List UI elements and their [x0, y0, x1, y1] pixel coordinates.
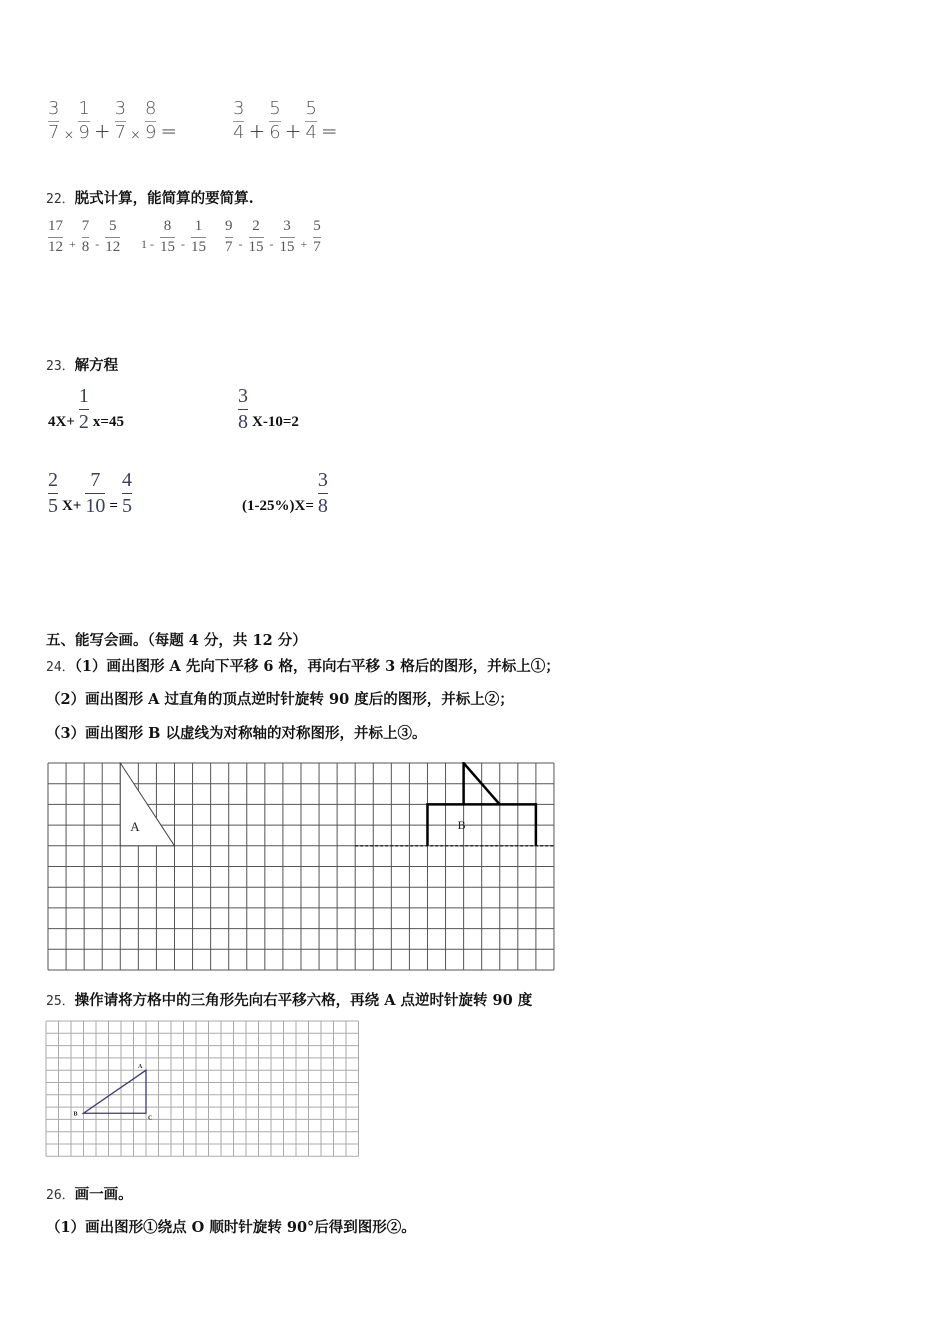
- fraction-bar: [249, 237, 264, 238]
- numerator: 2: [252, 218, 260, 234]
- q26-part-1: （1）画出图形①绕点 O 顺时针旋转 90°后得到图形②。: [46, 1219, 416, 1236]
- section-5-title: 五、能写会画。（每题 4 分，共 12 分）: [46, 632, 307, 649]
- numerator: 8: [144, 98, 157, 119]
- fraction: [238, 386, 248, 433]
- numerator: 17: [48, 218, 63, 234]
- operator: 1 -: [141, 236, 154, 251]
- q24-part-3: （3）画出图形 B 以虚线为对称轴的对称图形，并标上③。: [46, 725, 427, 742]
- denominator: 15: [279, 238, 295, 255]
- numerator: 1: [78, 385, 89, 407]
- denominator: 9: [144, 121, 157, 143]
- q24-part-1: [46, 655, 560, 676]
- denominator: 12: [48, 238, 63, 255]
- denominator: 9: [78, 121, 90, 143]
- q22-expression-1: [44, 219, 124, 256]
- q21-expression-2: [231, 100, 340, 143]
- numerator: 1: [194, 218, 203, 234]
- numerator: 3: [317, 469, 328, 491]
- fraction: [233, 100, 244, 143]
- q25-number: 25．: [46, 994, 75, 1009]
- denominator: 7: [225, 238, 233, 255]
- numerator: 5: [269, 98, 281, 119]
- denominator: 15: [160, 238, 175, 255]
- operator: =: [320, 118, 338, 143]
- numerator: 3: [48, 98, 60, 119]
- numerator: 8: [163, 218, 172, 234]
- q24-grid: [47, 762, 555, 972]
- numerator: 9: [225, 218, 233, 234]
- q23-heading: [46, 354, 118, 375]
- operator: (1-25%)X=: [242, 498, 314, 514]
- operator: 4X+: [48, 414, 75, 430]
- fraction-bar: [160, 237, 175, 238]
- operator: -: [95, 236, 100, 251]
- fraction: [48, 100, 59, 143]
- q25-text-body: 操作请将方格中的三角形先向右平移六格，再绕 A 点逆时针旋转 90 度: [74, 992, 533, 1009]
- fraction: [115, 100, 126, 143]
- fraction-bar: [280, 237, 295, 238]
- q26-title: 画一画。: [74, 1186, 133, 1203]
- equation-1: [46, 386, 126, 433]
- fraction-bar: [48, 493, 58, 494]
- equation-4: [240, 470, 330, 517]
- q22-expression-3: [221, 219, 325, 256]
- fraction-bar: [318, 493, 328, 494]
- numerator: 5: [109, 218, 117, 234]
- denominator: 4: [305, 121, 317, 143]
- denominator: 4: [233, 121, 245, 143]
- numerator: 3: [238, 385, 248, 407]
- operator: ×: [130, 127, 141, 143]
- fraction: [48, 219, 63, 256]
- numerator: 4: [121, 469, 132, 491]
- operator: -: [181, 236, 185, 251]
- q22-title: 脱式计算，能简算的要简算.: [74, 190, 254, 207]
- fraction-bar: [191, 237, 206, 238]
- label-a: A: [130, 819, 140, 835]
- vertex-label-b: B: [73, 1111, 78, 1118]
- q24-part-1-text: （1）画出图形 A 先向下平移 6 格，再向右平移 3 格后的图形，并标上①；: [74, 658, 560, 675]
- denominator: 8: [317, 495, 328, 517]
- numerator: 3: [114, 98, 127, 119]
- q25-text: [46, 989, 532, 1010]
- fraction: [305, 100, 316, 143]
- fraction-bar: [313, 237, 321, 238]
- numerator: 5: [313, 218, 321, 234]
- operator: x=45: [92, 414, 124, 430]
- vertex-label-a: A: [138, 1064, 143, 1071]
- q26-heading: [46, 1183, 133, 1204]
- operator: +: [69, 236, 76, 251]
- operator: -: [269, 236, 274, 251]
- fraction: [48, 470, 58, 517]
- fraction: [105, 219, 120, 256]
- operator: +: [284, 118, 302, 143]
- denominator: 10: [85, 495, 106, 517]
- denominator: 5: [121, 495, 132, 517]
- q23-number: 23．: [46, 359, 75, 374]
- fraction: [280, 219, 295, 256]
- denominator: 8: [238, 411, 248, 433]
- fraction: [249, 219, 264, 256]
- q22-number: 22．: [46, 192, 75, 207]
- operator: =: [160, 118, 178, 143]
- numerator: 5: [305, 98, 317, 119]
- operator: ×: [63, 127, 75, 143]
- fraction: [122, 470, 132, 517]
- fraction-bar: [105, 237, 120, 238]
- operator: +: [248, 118, 266, 143]
- equation-2: [236, 386, 301, 433]
- fraction: [145, 100, 156, 143]
- q24-number: 24．: [46, 660, 75, 675]
- operator: -: [238, 236, 243, 251]
- fraction-bar: [225, 237, 233, 238]
- operator: =: [109, 498, 118, 514]
- numerator: 7: [90, 469, 101, 491]
- numerator: 3: [233, 98, 245, 119]
- vertex-label-c: C: [148, 1115, 153, 1122]
- fraction: [269, 100, 280, 143]
- fraction-bar: [79, 409, 89, 410]
- operator: X+: [62, 498, 82, 514]
- fraction: [85, 470, 105, 517]
- numerator: 3: [283, 218, 291, 234]
- denominator: 6: [269, 121, 281, 143]
- denominator: 8: [81, 238, 90, 255]
- denominator: 7: [313, 238, 321, 255]
- fraction: [78, 100, 89, 143]
- numerator: 2: [48, 469, 58, 491]
- fraction-bar: [48, 237, 63, 238]
- fraction: [160, 219, 175, 256]
- q23-title: 解方程: [74, 357, 119, 374]
- q24-part-2: （2）画出图形 A 过直角的顶点逆时针旋转 90 度后的图形，并标上②；: [46, 691, 514, 708]
- fraction: [79, 386, 89, 433]
- fraction: [318, 470, 328, 517]
- denominator: 15: [191, 238, 206, 255]
- numerator: 1: [78, 98, 90, 119]
- numerator: 7: [81, 218, 90, 234]
- fraction-bar: [122, 493, 132, 494]
- fraction: [225, 219, 233, 256]
- denominator: 2: [78, 411, 89, 433]
- operator: +: [93, 118, 111, 143]
- q25-grid: [45, 1020, 360, 1157]
- denominator: 5: [48, 495, 58, 517]
- fraction-bar: [238, 409, 248, 410]
- equation-3: [46, 470, 134, 517]
- q21-expression-1: [46, 100, 179, 143]
- fraction: [82, 219, 90, 256]
- q22-heading: [46, 187, 254, 208]
- q26-number: 26．: [46, 1188, 75, 1203]
- denominator: 15: [248, 238, 264, 255]
- denominator: 12: [105, 238, 121, 255]
- operator: +: [300, 236, 308, 251]
- label-b: B: [457, 818, 466, 833]
- fraction: [313, 219, 321, 256]
- fraction: [191, 219, 206, 256]
- denominator: 7: [114, 121, 127, 143]
- denominator: 7: [48, 121, 60, 143]
- q22-expression-2: [139, 219, 210, 256]
- operator: X-10=2: [252, 414, 299, 430]
- fraction-bar: [85, 493, 105, 494]
- fraction-bar: [82, 237, 90, 238]
